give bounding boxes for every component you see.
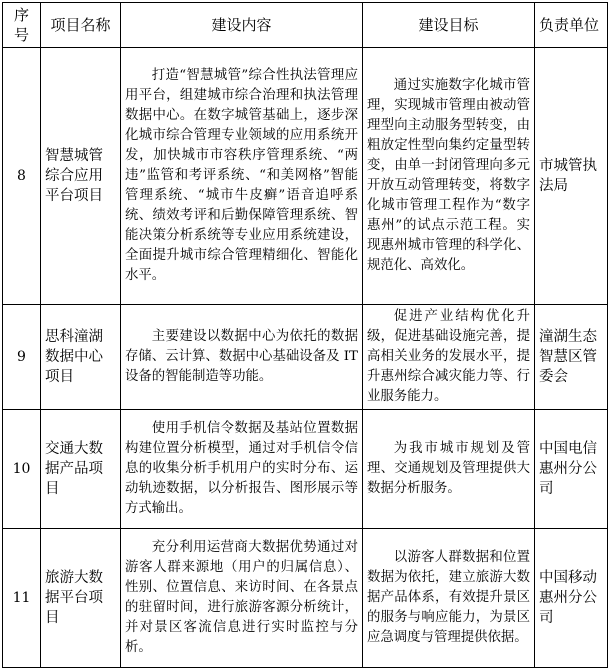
row-seq: 10 (3, 410, 41, 529)
row-goal-cell (363, 410, 535, 529)
row-goal-cell (363, 48, 535, 305)
row-content-cell (121, 305, 363, 410)
row-content: 打造“智慧城管”综合性执法管理应用平台，组建城市综合治理和执法管理数据中心。在数字城管基础上，逐步深化城市综合管理专业领域的应用系统开发，加快城市市容秩序管理系统、“两违”监管和考评系统、“和美网格”智能管理系统、“城市牛皮癣”语音追呼系统、绩效考评和后勤保障管理系统、智能决策分析系统等专业应用系统建设，全面提升城市综合管理精细化、智能化水平。 (125, 68, 358, 283)
row-content: 主要建设以数据中心为依托的数据存储、云计算、数据中心基础设备及 IT 设备的智能制造等功能。 (125, 329, 358, 384)
table-row (3, 305, 608, 410)
row-unit: 中国电信惠州分公司 (535, 410, 608, 529)
row-content: 充分利用运营商大数据优势通过对游客人群来源地（用户的归属信息）、性别、位置信息、来访时间、在各景点的驻留时间，进行旅游客源分析统计，并对景区客流信息进行实时监控与分析。 (125, 540, 358, 655)
row-content-cell (121, 410, 363, 529)
row-content-cell (121, 48, 363, 305)
header-goal: 建设目标 (363, 3, 535, 48)
table-row (3, 410, 608, 529)
row-project-name: 思科潼湖数据中心项目 (41, 305, 121, 410)
row-goal-cell (363, 529, 535, 668)
row-seq: 9 (3, 305, 41, 410)
table-row (3, 529, 608, 668)
row-seq: 11 (3, 529, 41, 668)
row-unit: 中国移动惠州分公司 (535, 529, 608, 668)
header-content: 建设内容 (121, 3, 363, 48)
row-unit: 市城管执法局 (535, 48, 608, 305)
table-row (3, 48, 608, 305)
row-content: 使用手机信令数据及基站位置数据构建位置分析模型，通过对手机信令信息的收集分析手机用户的实时分布、运动轨迹数据，以分析报告、图形展示等方式输出。 (125, 421, 358, 516)
row-goal: 为我市城市规划及管理、交通规划及管理提供大数据分析服务。 (367, 441, 530, 496)
project-table (2, 2, 608, 668)
row-project-name: 旅游大数据平台项目 (41, 529, 121, 668)
header-name: 项目名称 (41, 3, 121, 48)
row-seq: 8 (3, 48, 41, 305)
row-content-cell (121, 529, 363, 668)
row-project-name: 交通大数据产品项目 (41, 410, 121, 529)
row-goal: 通过实施数字化城市管理，实现城市管理由被动管理型向主动服务型转变，由粗放定性型向集约定量型转变，由单一封闭管理向多元开放互动管理转变，将数字化城市管理工程作为“数字惠州”的试点示范工程。实现惠州城市管理的科学化、规范化、高效化。 (367, 78, 530, 273)
row-unit: 潼湖生态智慧区管委会 (535, 305, 608, 410)
header-seq: 序号 (3, 3, 41, 48)
table-header-row (3, 3, 608, 48)
header-unit: 负责单位 (535, 3, 608, 48)
row-goal: 以游客人群数据和位置数据为依托，建立旅游大数据产品体系，有效提升景区的服务与响应能力，为景区应急调度与管理提供依据。 (367, 550, 530, 645)
row-goal-cell (363, 305, 535, 410)
row-project-name: 智慧城管综合应用平台项目 (41, 48, 121, 305)
row-goal: 促进产业结构优化升级，促进基础设施完善，提高相关业务的发展水平，提升惠州综合减灾能力等、行业服务能力。 (367, 309, 530, 404)
